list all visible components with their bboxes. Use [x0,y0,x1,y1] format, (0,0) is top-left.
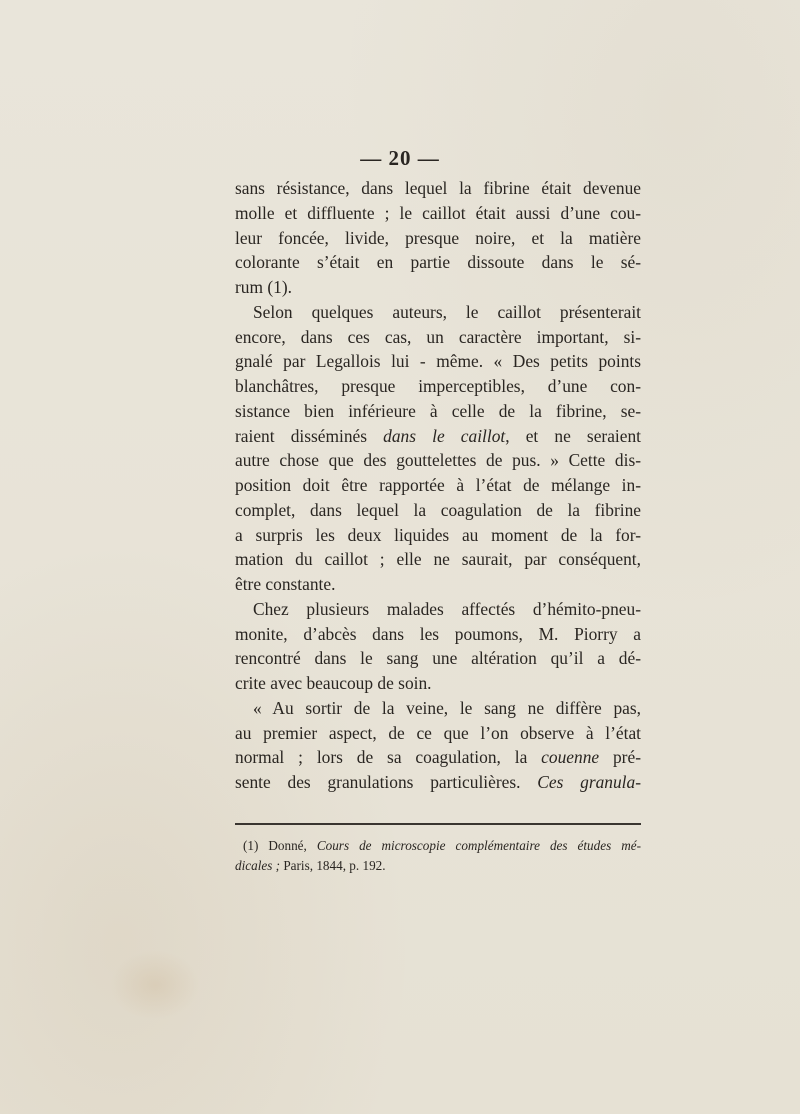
body-line [235,473,641,498]
text-run: colorante s’était en partie dissoute dans le sé- [235,252,641,273]
body-line [235,250,641,275]
text-run: raient disséminés [235,425,384,446]
paper-stain [110,950,200,1020]
text-run: Selon quelques auteurs, le caillot présenterait [253,301,641,322]
body-line [235,572,641,597]
text-run: être constante. [235,574,336,594]
text-run: leur foncée, livide, presque noire, et la matière [235,227,641,248]
body-line [235,523,641,548]
footnote-line [235,856,641,876]
text-run: position doit être rapportée à l’état de mélange in- [235,475,641,495]
footnote-line [235,836,641,856]
italic-text: couenne [541,747,600,768]
text-run: gnalé par Legallois lui - même. « Des petits points [235,351,641,372]
body-line [235,399,641,424]
text-run: a surpris les deux liquides au moment de la for- [235,524,641,545]
text-run: sente des granulations particulières. [235,772,538,792]
body-line [235,498,641,523]
text-run: « Au sortir de la veine, le sang ne diffère pas, [253,697,641,718]
italic-text: dans le caillot [383,425,506,446]
body-line [235,349,641,374]
body-line [235,176,641,201]
text-run: mation du caillot ; elle ne saurait, par conséquent, [235,549,641,570]
page-number: — 20 — [360,146,440,170]
body-line [235,622,641,647]
body-line [235,646,641,671]
text-run: Paris, 1844, p. 192. [280,858,386,873]
body-line [235,226,641,251]
text-run: Chez plusieurs malades affectés d’hémito-pneu- [253,598,641,619]
body-text [235,176,641,795]
italic-text: dicales ; [235,858,281,873]
italic-text: Cours de microscopie complémentaire des études mé- [316,838,641,853]
text-run: rencontré dans le sang une altération qu’il a dé- [235,648,641,669]
body-line [235,721,641,746]
body-line [235,300,641,325]
text-run: sans résistance, dans lequel la fibrine était devenue [235,178,641,198]
body-line [235,597,641,622]
text-run: au premier aspect, de ce que l’on observe à l’état [235,722,641,743]
text-run: , et ne seraient [505,425,641,446]
text-run: encore, dans ces cas, un caractère important, si- [235,326,641,347]
text-run: normal ; lors de sa coagulation, la [235,747,542,768]
body-line [235,696,641,721]
body-line [235,201,641,226]
body-line [235,374,641,399]
body-line [235,671,641,696]
body-line [235,745,641,770]
body-line [235,424,641,449]
footnote [235,836,641,876]
text-run: blanchâtres, presque imperceptibles, d’une con- [235,376,641,396]
body-line [235,325,641,350]
footnote-separator [235,823,641,825]
text-run: crite avec beaucoup de soin. [235,673,432,693]
text-run: complet, dans lequel la coagulation de la fibrine [235,499,641,520]
body-line [235,770,641,795]
body-line [235,547,641,572]
text-run: (1) Donné, [243,838,317,853]
body-line [235,448,641,473]
text-run: molle et diffluente ; le caillot était aussi d’une cou- [235,202,641,223]
text-run: pré- [599,747,641,768]
text-run: sistance bien inférieure à celle de la fibrine, se- [235,400,641,421]
text-run: rum (1). [235,277,292,297]
italic-text: Ces granula- [537,772,641,792]
body-line [235,275,641,300]
text-run: monite, d’abcès dans les poumons, M. Piorry a [235,623,641,644]
text-run: autre chose que des gouttelettes de pus. » Cette dis- [235,450,641,471]
